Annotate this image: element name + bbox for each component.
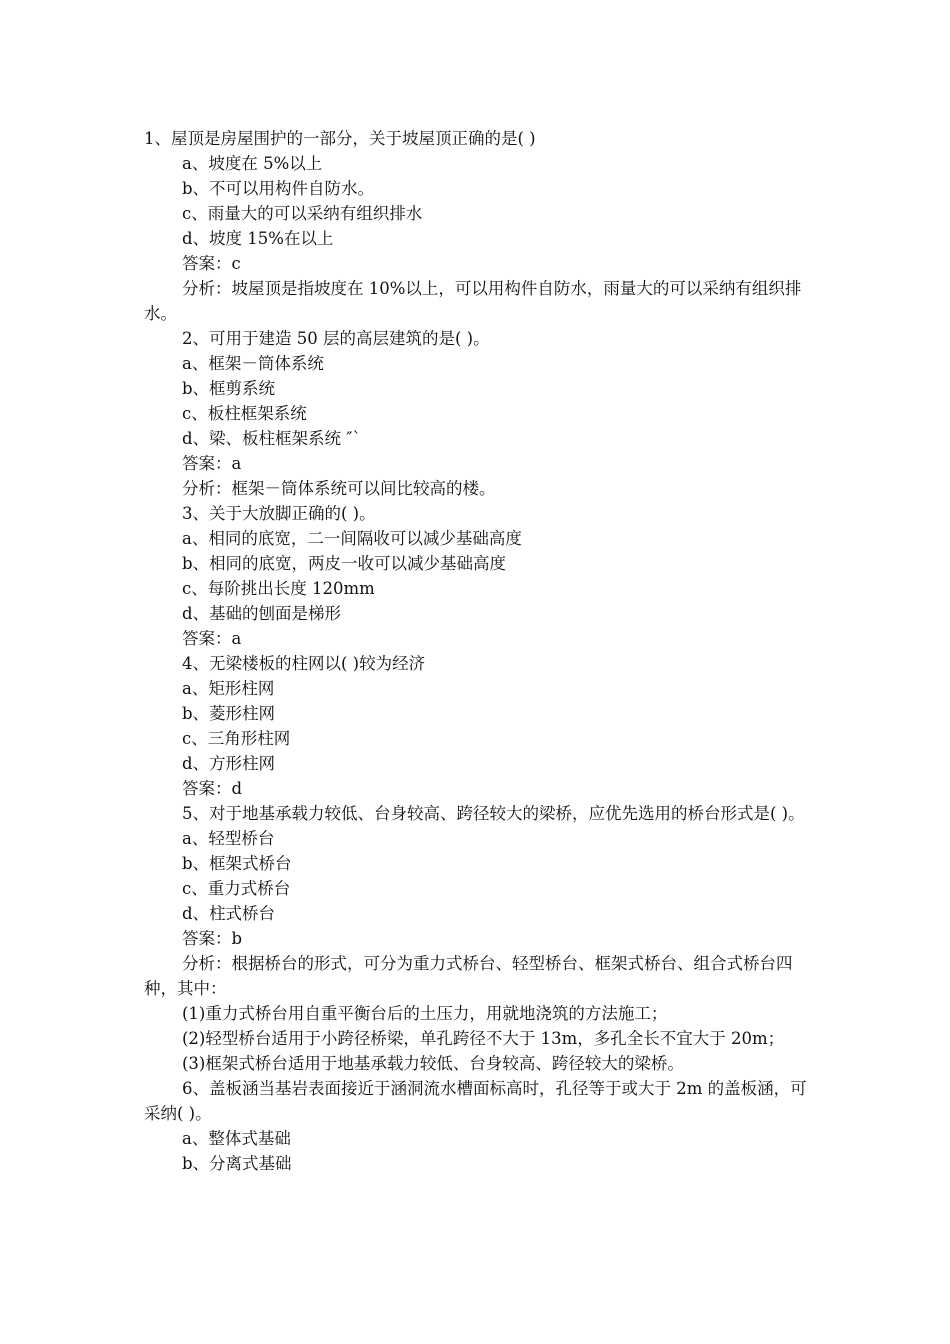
text-line: d、基础的刨面是梯形 bbox=[182, 604, 342, 623]
text-line: d、方形柱网 bbox=[182, 754, 276, 773]
text-line: c、雨量大的可以采纳有组织排水 bbox=[182, 204, 423, 223]
text-line: a、矩形柱网 bbox=[182, 679, 275, 698]
text-line: a、整体式基础 bbox=[182, 1129, 291, 1148]
text-line: (2)轻型桥台适用于小跨径桥梁，单孔跨径不大于 13m，多孔全长不宜大于 20m； bbox=[182, 1029, 785, 1048]
text-line: a、轻型桥台 bbox=[182, 829, 275, 848]
text-line: d、坡度 15%在以上 bbox=[182, 229, 334, 248]
text-line: c、三角形柱网 bbox=[182, 729, 291, 748]
text-line: 答案：a bbox=[182, 629, 242, 648]
text-line: 2、可用于建造 50 层的高层建筑的是( )。 bbox=[182, 329, 490, 348]
text-line: 答案：c bbox=[182, 254, 241, 273]
text-line: a、相同的底宽，二一间隔收可以减少基础高度 bbox=[182, 529, 522, 548]
text-line: 答案：b bbox=[182, 929, 243, 948]
text-line: d、柱式桥台 bbox=[182, 904, 276, 923]
text-line: 4、无梁楼板的柱网以( )较为经济 bbox=[182, 654, 426, 673]
text-line: b、框剪系统 bbox=[182, 379, 276, 398]
text-line: a、坡度在 5%以上 bbox=[182, 154, 323, 173]
text-line: b、菱形柱网 bbox=[182, 704, 276, 723]
text-line: b、框架式桥台 bbox=[182, 854, 292, 873]
text-line: 分析：框架－筒体系统可以间比较高的楼。 bbox=[182, 479, 496, 498]
text-line: 分析：坡屋顶是指坡度在 10%以上，可以用构件自防水，雨量大的可以采纳有组织排水。 bbox=[144, 279, 802, 323]
text-line: 5、对于地基承载力较低、台身较高、跨径较大的梁桥，应优先选用的桥台形式是( )。 bbox=[182, 804, 805, 823]
text-line: 3、关于大放脚正确的( )。 bbox=[182, 504, 376, 523]
text-line: c、重力式桥台 bbox=[182, 879, 291, 898]
text-line: a、框架－筒体系统 bbox=[182, 354, 324, 373]
text-line: d、梁、板柱框架系统 ″` bbox=[182, 429, 361, 448]
text-line: b、分离式基础 bbox=[182, 1154, 292, 1173]
text-line: (3)框架式桥台适用于地基承载力较低、台身较高、跨径较大的梁桥。 bbox=[182, 1054, 684, 1073]
document-body bbox=[144, 126, 812, 1176]
text-line: b、不可以用构件自防水。 bbox=[182, 179, 375, 198]
text-line: b、相同的底宽，两皮一收可以减少基础高度 bbox=[182, 554, 507, 573]
text-line: 6、盖板涵当基岩表面接近于涵洞流水槽面标高时，孔径等于或大于 2m 的盖板涵，可采纳( )。 bbox=[144, 1079, 807, 1123]
text-line: c、每阶挑出长度 120mm bbox=[182, 579, 375, 598]
text-line: c、板柱框架系统 bbox=[182, 404, 307, 423]
text-line: 答案：d bbox=[182, 779, 243, 798]
text-line: (1)重力式桥台用自重平衡台后的土压力，用就地浇筑的方法施工； bbox=[182, 1004, 668, 1023]
text-line: 1、屋顶是房屋围护的一部分，关于坡屋顶正确的是( ) bbox=[144, 129, 536, 148]
text-line: 分析：根据桥台的形式，可分为重力式桥台、轻型桥台、框架式桥台、组合式桥台四种，其中： bbox=[144, 954, 793, 998]
text-line: 答案：a bbox=[182, 454, 242, 473]
